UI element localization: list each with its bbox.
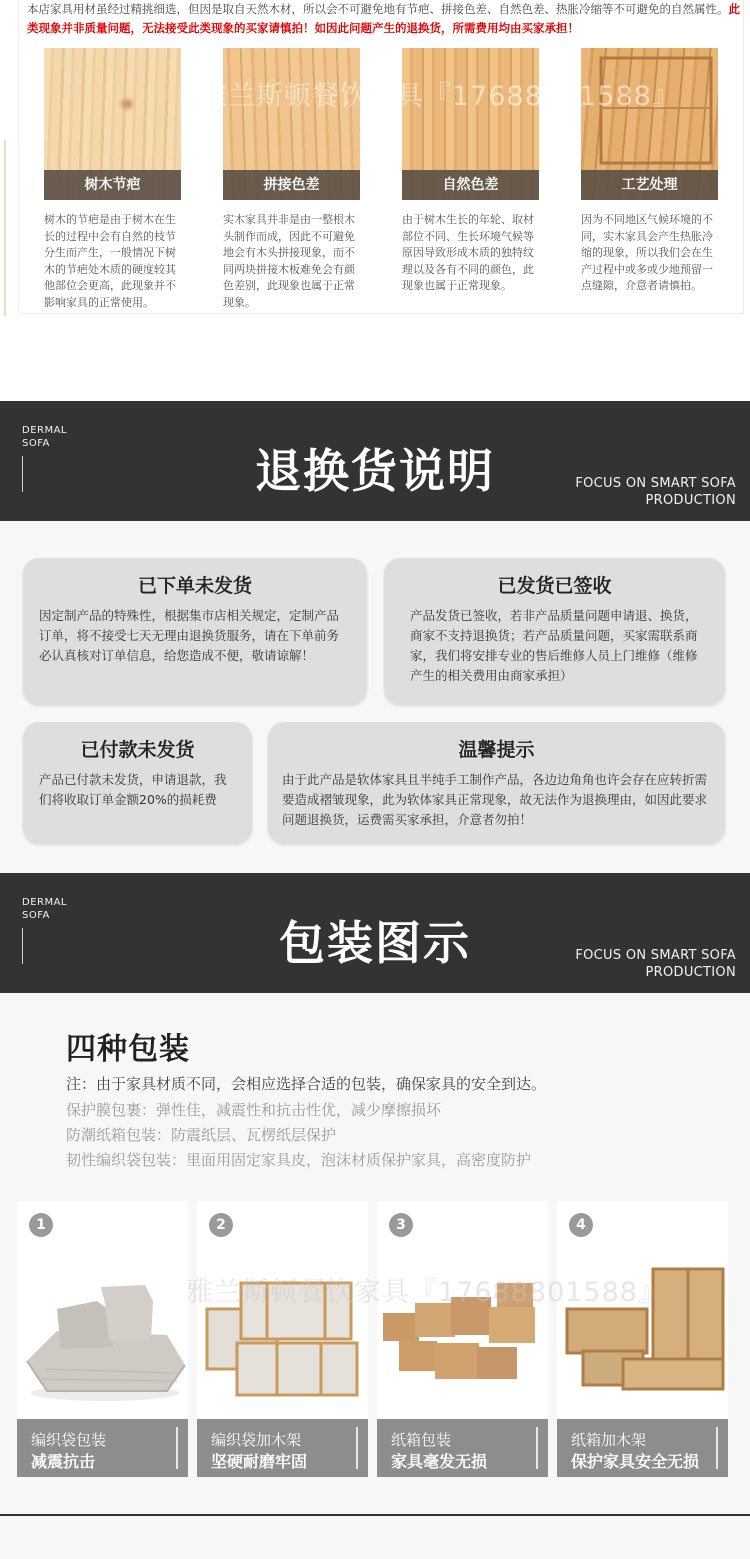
left-rule	[4, 140, 6, 316]
pack-card-carton-wood-frame	[557, 1201, 728, 1477]
tag-line-1: FOCUS ON SMART SOFA	[575, 476, 736, 491]
pack-caption-line2: 家具毫发无损	[391, 1452, 488, 1471]
policy-box-ordered	[23, 558, 367, 704]
brand-line-1: DERMAL	[22, 425, 68, 436]
brand-line-2: SOFA	[22, 438, 50, 449]
policy-box-title: 已下单未发货	[137, 575, 252, 597]
policy-box-paid	[23, 722, 252, 843]
wood-card-craft	[581, 48, 718, 295]
wood-splice-image	[223, 48, 360, 200]
pack-number-badge: 3	[389, 1213, 413, 1237]
packaging-banner	[0, 873, 750, 993]
pack-card-woven-bag	[17, 1201, 188, 1477]
pack-card-carton	[377, 1201, 548, 1477]
policy-box-text: 产品发货已签收，若非产品质量问题申请退、换货，商家不支持退换货；若产品质量问题，买家需联系商家，我们将安排专业的售后维修人员上门维修（维修产生的相关费用由商家承担）	[410, 608, 698, 683]
banner-tagline	[575, 947, 736, 981]
pack-card-caption	[557, 1419, 728, 1477]
pack-number-badge: 1	[29, 1213, 53, 1237]
packaging-section	[0, 993, 750, 1559]
policy-box-title: 已发货已签收	[497, 575, 612, 597]
pack-card-caption	[197, 1419, 368, 1477]
tag-line-2: PRODUCTION	[645, 493, 736, 508]
pack-card-caption	[377, 1419, 548, 1477]
carton-image	[377, 1243, 548, 1419]
packaging-line: 保护膜包裹：弹性佳，减震性和抗击性优，减少摩擦损坏	[66, 1101, 442, 1119]
wood-card-knot	[44, 48, 181, 311]
packaging-note: 注：由于家具材质不同，会相应选择合适的包装，确保家具的安全到达。	[66, 1075, 547, 1093]
pack-card-bag-wood-frame	[197, 1201, 368, 1477]
tag-line-2: PRODUCTION	[645, 965, 736, 980]
pack-card-caption	[17, 1419, 188, 1477]
pack-caption-line2: 减震抗击	[31, 1452, 96, 1471]
wood-notes-section	[0, 0, 750, 398]
packaging-line: 韧性编织袋包装：里面用固定家具皮，泡沫材质保护家具，高密度防护	[66, 1151, 532, 1169]
policy-box-title: 温馨提示	[458, 739, 535, 761]
banner-tagline	[575, 475, 736, 509]
pack-caption-bar	[536, 1427, 538, 1469]
woven-bag-image	[17, 1243, 188, 1419]
wood-card-caption: 工艺处理	[581, 170, 718, 200]
packaging-line: 防潮纸箱包装：防震纸层、瓦楞纸层保护	[66, 1126, 337, 1144]
pack-number-badge: 4	[569, 1213, 593, 1237]
brand-line-2: SOFA	[22, 910, 50, 921]
bag-wood-frame-image	[197, 1243, 368, 1419]
policy-box-delivered	[384, 558, 725, 704]
tag-line-1: FOCUS ON SMART SOFA	[575, 948, 736, 963]
brand-line-1: DERMAL	[22, 897, 68, 908]
pack-number-badge: 2	[209, 1213, 233, 1237]
pack-caption-line1: 纸箱加木架	[571, 1431, 647, 1449]
policy-box-text: 由于此产品是软体家具且半纯手工制作产品，各边边角角也许会存在应转折需要造成褶皱现象，此为软体家具正常现象，故无法作为退换理由，如因此要求问题退换货，运费需买家承担，介意者勿拍！	[282, 772, 708, 827]
wood-card-caption: 自然色差	[402, 170, 539, 200]
wood-intro	[27, 0, 742, 38]
watermark: 雅兰斯顿餐饮家具『17688801588』	[186, 1277, 666, 1308]
wood-craft-image	[581, 48, 718, 200]
watermark: 雅兰斯顿餐饮家具『17688801588』	[200, 81, 680, 112]
pack-caption-bar	[176, 1427, 178, 1469]
wood-knot-image	[44, 48, 181, 200]
wood-card-desc: 因为不同地区气候环境的不同，实木家具会产生热胀冷缩的现象，所以我们会在生产过程中或多或少地预留一点缝隙，介意者请慎拍。	[581, 213, 713, 292]
wood-card-desc: 树木的节疤是由于树木在生长的过程中会有自然的枝节分生而产生，一般情况下树木的节疤处木质的硬度较其他部位会更高，此现象并不影响家具的正常使用。	[44, 213, 176, 309]
banner-title: 包装图示	[279, 916, 471, 970]
wood-card-caption: 树木节疤	[44, 170, 181, 200]
pack-caption-line1: 纸箱包装	[391, 1431, 452, 1449]
policy-box-title: 已付款未发货	[80, 739, 195, 761]
pack-caption-line1: 编织袋包装	[31, 1431, 107, 1449]
policy-box-tips	[268, 722, 725, 843]
wood-card-caption: 拼接色差	[223, 170, 360, 200]
pack-caption-line2: 坚硬耐磨牢固	[211, 1452, 308, 1471]
pack-caption-line2: 保护家具安全无损	[571, 1452, 700, 1471]
wood-card-splice	[223, 48, 360, 311]
pack-caption-bar	[356, 1427, 358, 1469]
wood-intro-text: 本店家具用材虽经过精挑细选，但因是取自天然木材，所以会不可避免地有节疤、拼接色差、自然色差、热胀冷缩等不可避免的自然属性。	[27, 2, 729, 16]
return-policy-section	[0, 521, 750, 874]
banner-title: 退换货说明	[255, 444, 495, 498]
return-policy-banner	[0, 401, 750, 521]
policy-box-text: 因定制产品的特殊性，根据集市店相关规定，定制产品订单，将不接受七天无理由退换货服务，请在下单前务必认真核对订单信息，给您造成不便，敬请谅解！	[39, 608, 340, 663]
wood-intro-warning: 此类现象并非质量问题，无法接受此类现象的买家请慎拍！如因此问题产生的退换货，所需费用均由买家承担！	[27, 2, 740, 35]
wood-natural-image	[402, 48, 539, 200]
wood-card-desc: 由于树木生长的年轮、取材部位不同、生长环境气候等原因导致形成木质的独特纹理以及各有不同的颜色，此现象也属于正常现象。	[402, 213, 534, 292]
packaging-heading: 四种包装	[66, 1032, 190, 1067]
pack-caption-bar	[716, 1427, 718, 1469]
wood-card-desc: 实木家具并非是由一整根木头制作而成，因此不可避免地会有木头拼接现象，而不同两块拼接木板难免会有颜色差别，此现象也属于正常现象。	[223, 213, 355, 309]
carton-wood-frame-image	[557, 1243, 728, 1419]
wood-card-natural	[402, 48, 539, 295]
bottom-rule	[0, 1514, 750, 1516]
knot-mark	[122, 100, 132, 108]
pack-caption-line1: 编织袋加木架	[211, 1431, 302, 1449]
policy-box-text: 产品已付款未发货，申请退款，我们将收取订单金额20%的损耗费	[39, 772, 227, 807]
